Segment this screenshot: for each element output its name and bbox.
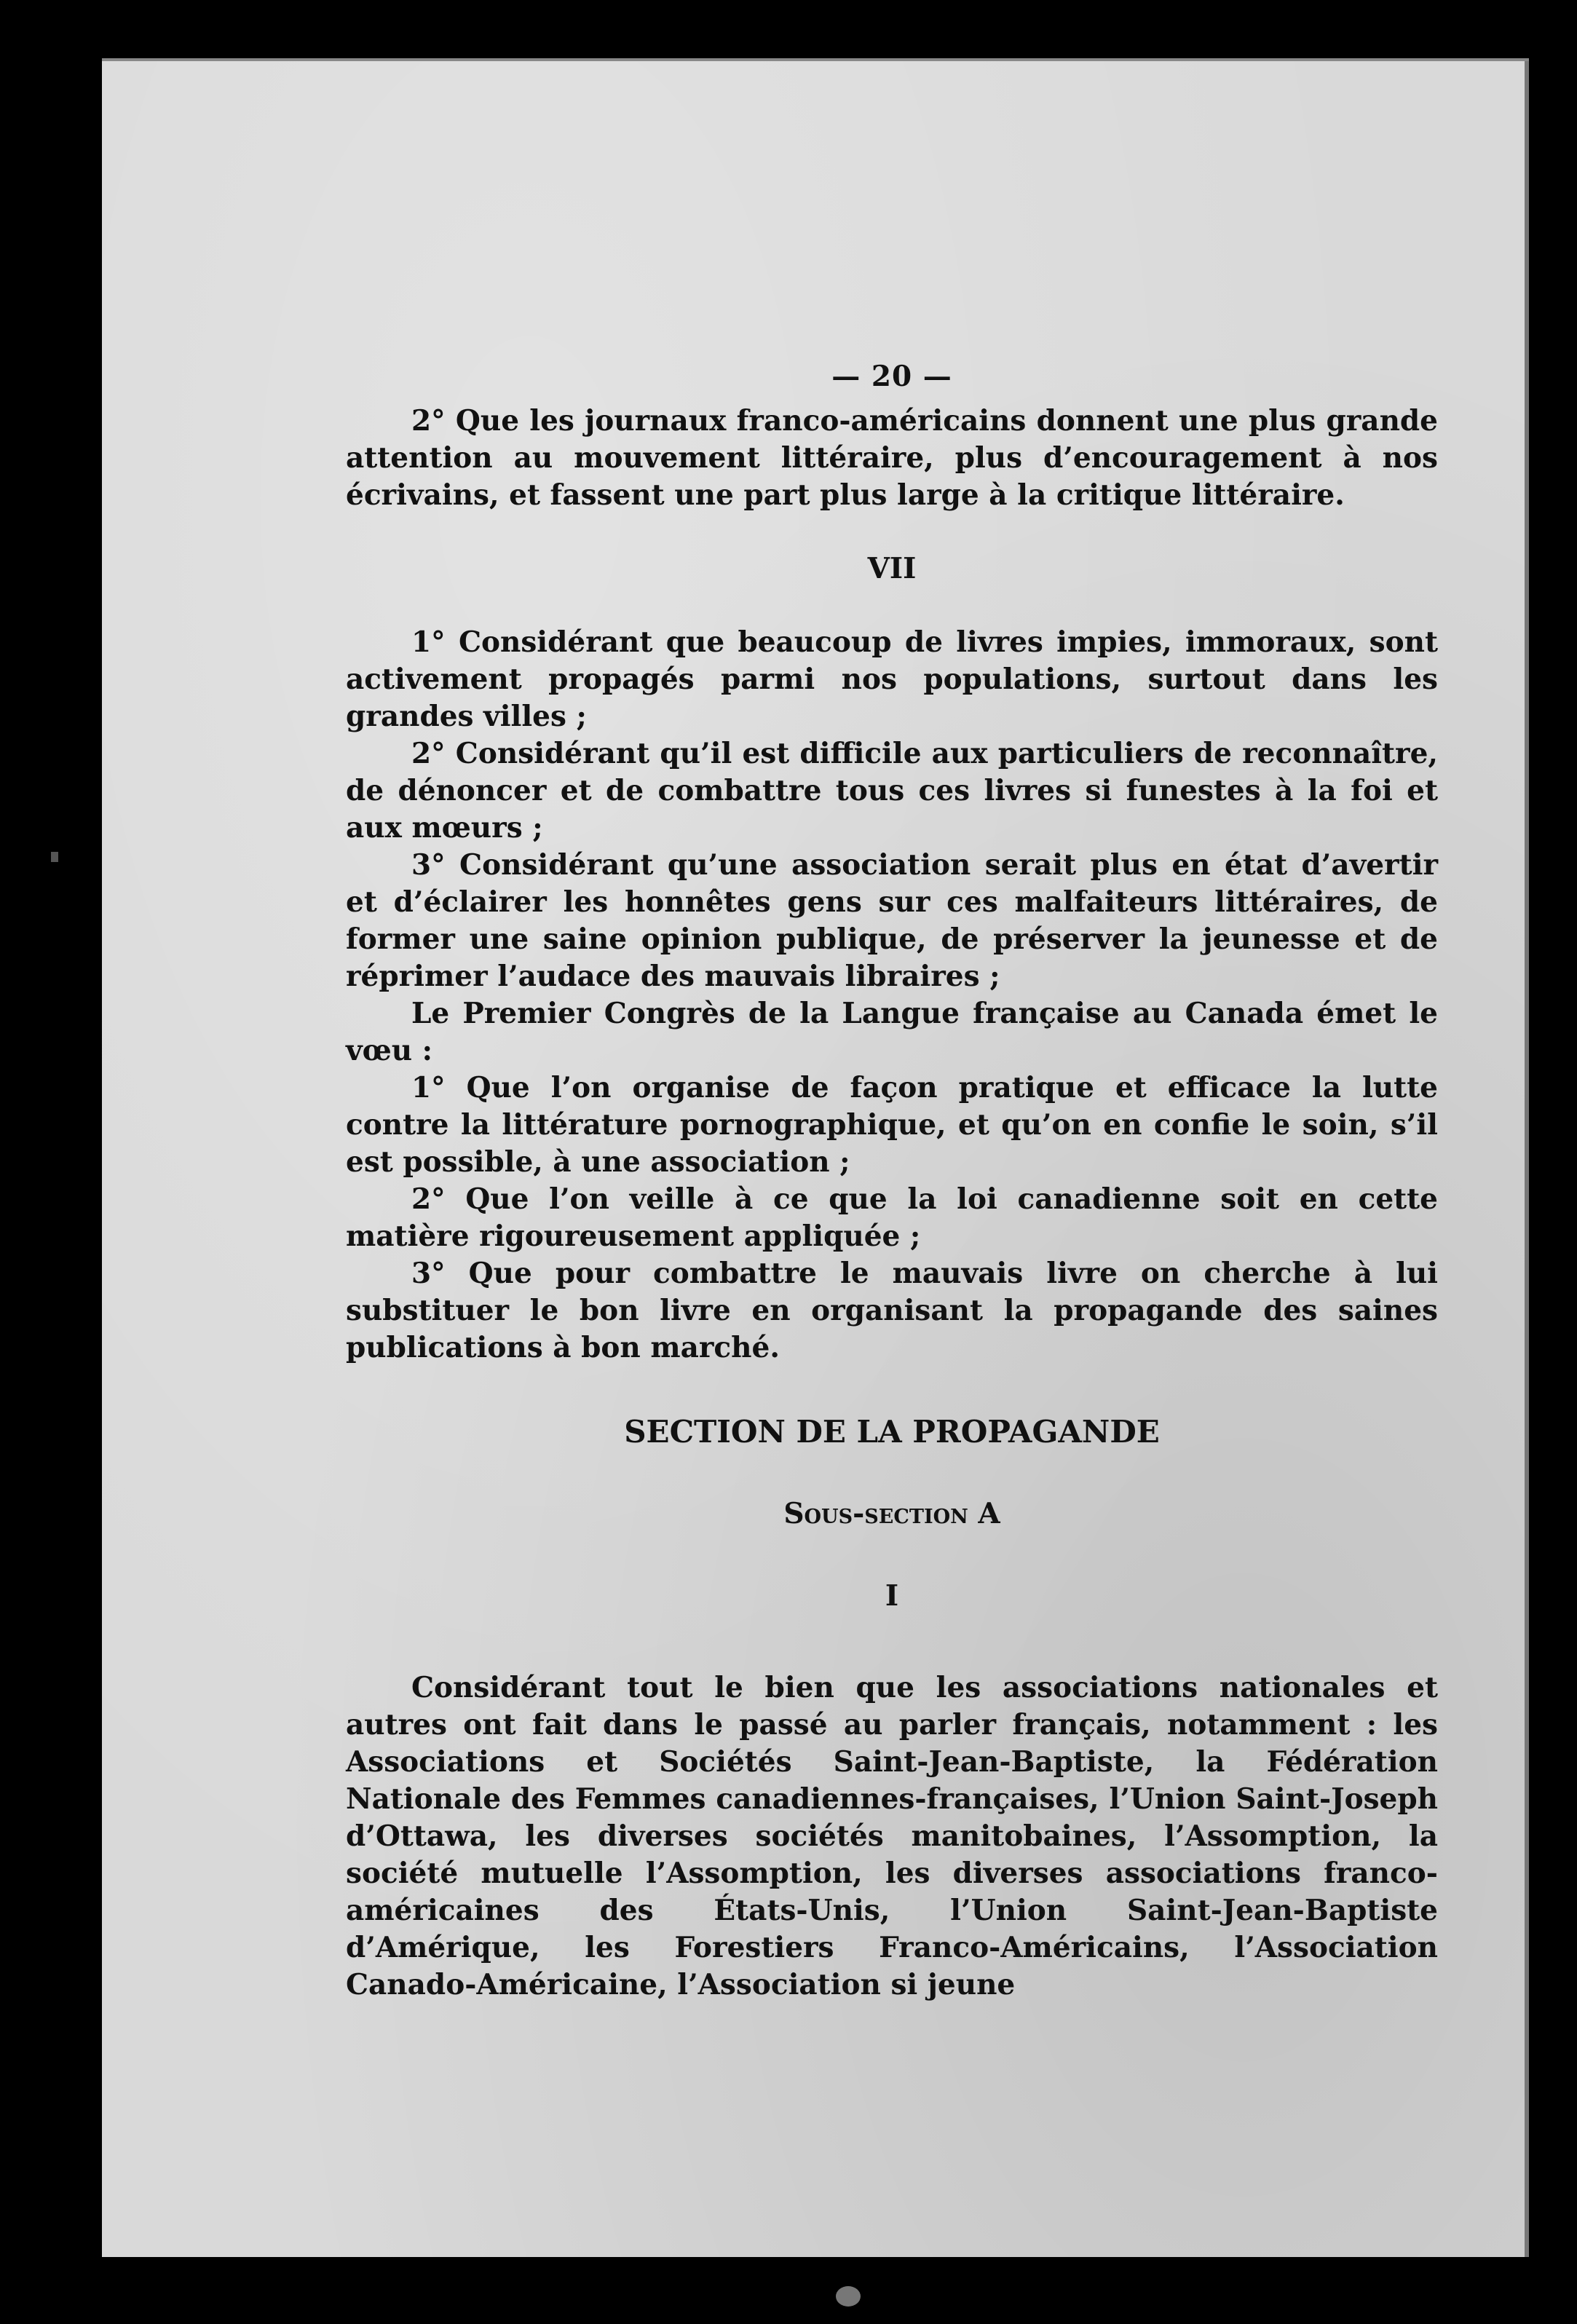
paragraph: 2° Considérant qu’il est difficile aux particuliers de reconnaître, de dénoncer et de combattre tous ces livres si funestes à la foi et aux mœurs ; xyxy=(346,737,1438,845)
subsection-title: Sous-section A xyxy=(783,1497,1000,1530)
edge-shadow-top xyxy=(102,58,1529,61)
film-speck xyxy=(836,2286,861,2307)
film-speck xyxy=(51,852,58,862)
paragraph: Le Premier Congrès de la Langue française au Canada émet le vœu : xyxy=(346,997,1438,1067)
paragraph: 3° Considérant qu’une association serait plus en état d’avertir et d’éclairer les honnêtes gens sur ces malfaiteurs littéraires, de former une saine opinion publique, de préserver la jeunesse et de réprimer l’audace des mauvais libraires ; xyxy=(346,848,1438,993)
paragraph: 2° Que l’on veille à ce que la loi canadienne soit en cette matière rigoureusement appliquée ; xyxy=(346,1182,1438,1253)
page-text xyxy=(346,306,1438,2004)
scanned-page xyxy=(102,58,1529,2257)
paragraph: 2° Que les journaux franco-américains donnent une plus grande attention au mouvement littéraire, plus d’encouragement à nos écrivains, et fassent une part plus large à la critique littéraire. xyxy=(346,404,1438,512)
edge-shadow-right xyxy=(1525,58,1529,2257)
section-title: SECTION DE LA PROPAGANDE xyxy=(624,1414,1160,1450)
section-heading-vii: VII xyxy=(867,552,917,585)
page-number: — 20 — xyxy=(831,360,952,393)
section-heading-i: I xyxy=(885,1579,899,1613)
paragraph: 1° Considérant que beaucoup de livres impies, immoraux, sont activement propagés parmi nos populations, surtout dans les grandes villes ; xyxy=(346,625,1438,733)
paragraph: Considérant tout le bien que les associations nationales et autres ont fait dans le passé au parler français, notamment : les Associations et Sociétés Saint-Jean-Baptiste, la Fédération Nationale des Femmes canadiennes-françaises, l’Union Saint-Joseph d’Ottawa, les diverses sociétés manitobaines, l’Assomption, la société mutuelle l’Assomption, les diverses associations franco-américaines des États-Unis, l’Union Saint-Jean-Baptiste d’Amérique, les Forestiers Franco-Américains, l’Association Canado-Américaine, l’Association si jeune xyxy=(346,1671,1438,2001)
paragraph: 1° Que l’on organise de façon pratique et efficace la lutte contre la littérature pornographique, et qu’on en confie le soin, s’il est possible, à une association ; xyxy=(346,1071,1438,1179)
paragraph: 3° Que pour combattre le mauvais livre on cherche à lui substituer le bon livre en organisant la propagande des saines publications à bon marché. xyxy=(346,1257,1438,1364)
